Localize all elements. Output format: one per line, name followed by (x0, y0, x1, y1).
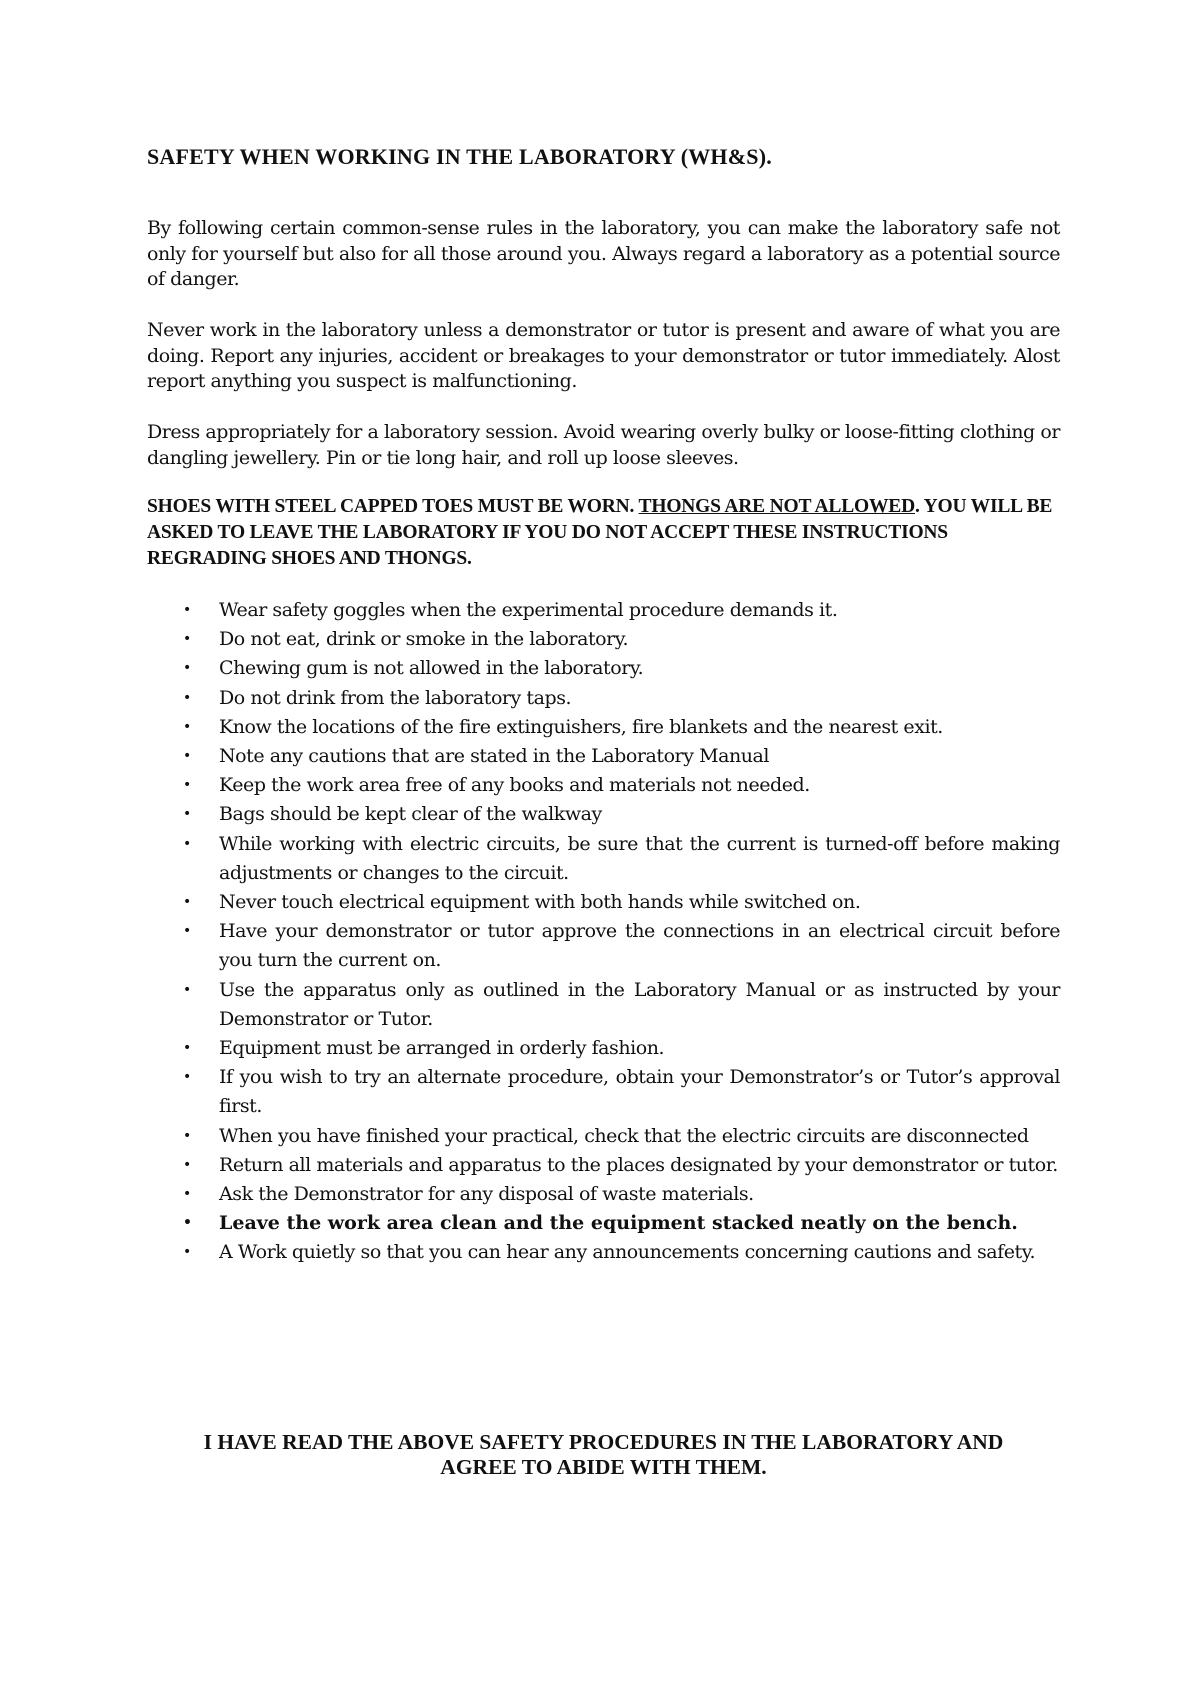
bullet-icon: • (183, 660, 191, 677)
footwear-warning (147, 494, 1060, 572)
bullet-icon: • (183, 777, 191, 794)
rule-text: Do not eat, drink or smoke in the laboratory. (219, 628, 629, 651)
warning-text-end: . YOU WILL BE ASKED TO LEAVE THE LABORATORY IF YOU DO NOT ACCEPT THESE INSTRUCTIONS REGRADING SHOES AND THONGS. (147, 496, 1053, 569)
list-item (147, 625, 1060, 654)
rule-text: Ask the Demonstrator for any disposal of waste materials. (219, 1183, 754, 1206)
list-item (147, 1122, 1060, 1151)
intro-paragraph: By following certain common-sense rules in the laboratory, you can make the laboratory safe not only for yourself but also for all those around you. Always regard a laboratory as a potential source of danger. (147, 217, 1060, 290)
rule-text: Have your demonstrator or tutor approve the connections in an electrical circuit before you turn the current on. (219, 920, 1060, 972)
bullet-icon: • (183, 748, 191, 765)
list-item (147, 654, 1060, 683)
bullet-icon: • (183, 1244, 191, 1261)
rule-text: If you wish to try an alternate procedure, obtain your Demonstrator’s or Tutor’s approval first. (219, 1066, 1060, 1118)
rule-text: Never touch electrical equipment with both hands while switched on. (219, 891, 861, 914)
list-item (147, 888, 1060, 917)
rule-text: Keep the work area free of any books and materials not needed. (219, 774, 810, 797)
list-item (147, 800, 1060, 829)
bullet-icon: • (183, 835, 191, 852)
list-item (147, 1034, 1060, 1063)
rule-text: Do not drink from the laboratory taps. (219, 686, 572, 709)
rule-text: Return all materials and apparatus to the places designated by your demonstrator or tutor. (219, 1153, 1058, 1176)
bullet-icon: • (183, 1156, 191, 1173)
list-item (147, 771, 1060, 800)
rule-text: Bags should be kept clear of the walkway (219, 803, 602, 826)
rule-text: Note any cautions that are stated in the Laboratory Manual (219, 745, 770, 768)
declaration-statement (147, 1430, 1060, 1480)
rule-text: While working with electric circuits, be sure that the current is turned-off before making adjustments or changes to the circuit. (219, 832, 1060, 884)
declaration-line-2: AGREE TO ABIDE WITH THEM. (440, 1455, 767, 1479)
bullet-icon: • (183, 1069, 191, 1086)
bullet-icon: • (183, 689, 191, 706)
bullet-icon: • (183, 602, 191, 618)
bullet-icon: • (183, 1215, 192, 1232)
bullet-icon: • (183, 718, 191, 735)
declaration-line-1: I HAVE READ THE ABOVE SAFETY PROCEDURES IN THE LABORATORY AND (203, 1430, 1004, 1454)
list-item (147, 1151, 1060, 1180)
bullet-icon: • (183, 631, 191, 648)
rule-text: Equipment must be arranged in orderly fashion. (219, 1037, 665, 1060)
list-item (147, 596, 1060, 625)
list-item-emphasized (147, 1209, 1060, 1238)
rule-text: Use the apparatus only as outlined in the Laboratory Manual or as instructed by your Demonstrator or Tutor. (219, 978, 1060, 1030)
bullet-icon: • (183, 981, 191, 998)
list-item (147, 1063, 1060, 1121)
list-item (147, 1180, 1060, 1209)
list-item (147, 742, 1060, 771)
warning-text-start: SHOES WITH STEEL CAPPED TOES MUST BE WORN. (147, 496, 639, 517)
bullet-icon: • (183, 1186, 191, 1203)
dress-paragraph: Dress appropriately for a laboratory session. Avoid wearing overly bulky or loose-fitting clothing or dangling jewellery. Pin or tie long hair, and roll up loose sleeves. (147, 421, 1060, 469)
list-item (147, 830, 1060, 888)
list-item (147, 684, 1060, 713)
supervision-paragraph: Never work in the laboratory unless a demonstrator or tutor is present and aware of what you are doing. Report any injuries, accident or breakages to your demonstrator or tutor immediately. Alost report anything you suspect is malfunctioning. (147, 319, 1060, 392)
list-item (147, 1238, 1060, 1267)
bullet-icon: • (183, 1040, 191, 1057)
safety-rules-list (147, 596, 1060, 1268)
page-title: SAFETY WHEN WORKING IN THE LABORATORY (WH&S). (147, 144, 772, 169)
bullet-icon: • (183, 1127, 191, 1144)
bullet-icon: • (183, 806, 191, 823)
warning-underlined-text: THONGS ARE NOT ALLOWED (638, 496, 915, 517)
bullet-icon: • (183, 923, 191, 940)
rule-text: Wear safety goggles when the experimental procedure demands it. (219, 599, 838, 621)
rule-text: A Work quietly so that you can hear any announcements concerning cautions and safety. (219, 1241, 1036, 1264)
rule-text: Chewing gum is not allowed in the laboratory. (219, 657, 644, 680)
bullet-icon: • (183, 894, 191, 911)
rule-text: Know the locations of the fire extinguishers, fire blankets and the nearest exit. (219, 715, 943, 738)
list-item (147, 713, 1060, 742)
rule-text: When you have finished your practical, check that the electric circuits are disconnected (219, 1124, 1029, 1147)
list-item (147, 917, 1060, 975)
list-item (147, 976, 1060, 1034)
rule-text: Leave the work area clean and the equipment stacked neatly on the bench. (219, 1212, 1018, 1235)
